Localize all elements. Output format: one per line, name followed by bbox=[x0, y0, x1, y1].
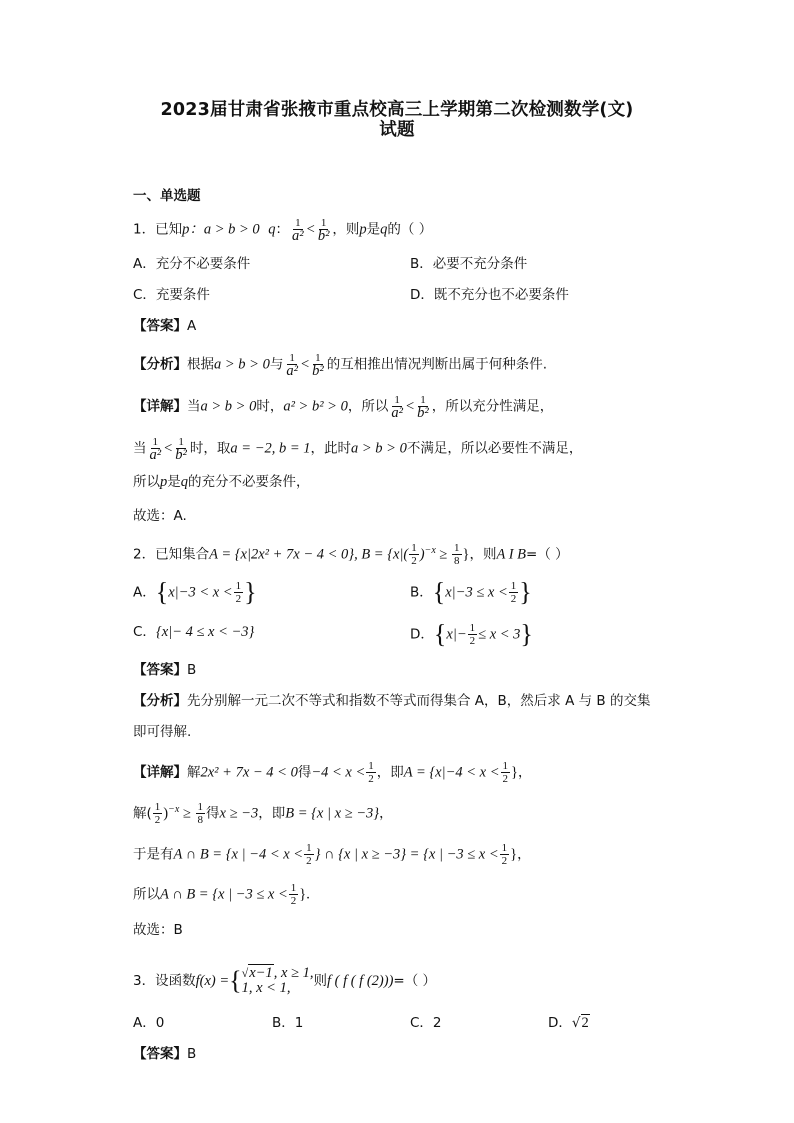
q2-stem: 2．已知集合A = {x|2x² + 7x − 4 < 0}, B = {x|( $\frac{1}{2}$ )$^{-x}$ ≥ $\frac{1}{8}$ }，则A I B=（ ） bbox=[133, 542, 569, 567]
q3-option-c: C．2 bbox=[410, 1015, 442, 1031]
q3-option-d: D．√2 bbox=[548, 1015, 589, 1031]
q1-conclusion: 故选：A. bbox=[133, 508, 187, 524]
q3-stem: 3．设函数f(x) ={ √x−1, x ≥ 1, 1, x < 1, 则f ( f ( f (2)))=（ ） bbox=[133, 965, 437, 996]
answer-value: A bbox=[187, 318, 197, 334]
q1-frac-a: $\frac{1}{\text{a²}}$ bbox=[292, 217, 304, 244]
q1-tail2: 是 bbox=[366, 221, 381, 238]
q2-option-c: C．{x|− 4 ≤ x < −3} bbox=[133, 624, 255, 640]
q2-analysis-line2: 即可得解. bbox=[133, 724, 192, 740]
q3-option-b: B．1 bbox=[272, 1015, 304, 1031]
q2-detail-line2: 解( $\frac{1}{2}$ )$^{-x}$ ≥ $\frac{1}{8}$ 得x ≥ −3，即B = {x | x ≥ −3}， bbox=[133, 801, 393, 826]
q1-option-c: C．充要条件 bbox=[133, 287, 210, 303]
q1-option-d: D．既不充分也不必要条件 bbox=[410, 287, 569, 303]
doc-title-line2: 试题 bbox=[379, 120, 415, 140]
q1-detail-line2: 当 $\frac{1}{\text{a²}}$ < $\frac{1}{\text{b²}}$ 时，取a = −2, b = 1，此时a > b > 0不满足，所以必要性不满足， bbox=[133, 436, 583, 463]
q2-analysis-line1: 【分析】先分别解一元二次不等式和指数不等式而得集合 A，B，然后求 A 与 B 的交集 bbox=[133, 693, 651, 709]
q1-q-ref: q bbox=[380, 221, 388, 238]
q1-option-b: B．必要不充分条件 bbox=[410, 256, 528, 272]
q2-option-a: A．{x|−3 < x < $\frac{1}{2}$ } bbox=[133, 577, 257, 607]
q2-option-d: D．{x|− $\frac{1}{2}$ ≤ x < 3} bbox=[410, 619, 533, 649]
q3-piecewise: √x−1, x ≥ 1, 1, x < 1, bbox=[241, 965, 314, 996]
q2-detail-line3: 于是有A ∩ B = {x | −4 < x < $\frac{1}{2}$ } ∩ {x | x ≥ −3} = {x | −3 ≤ x < $\frac{1}{2}$ }， bbox=[133, 842, 531, 867]
q2-detail-line1: 【详解】解2x² + 7x − 4 < 0得−4 < x < $\frac{1}{2}$ ，即A = {x|−4 < x < $\frac{1}{2}$ }， bbox=[133, 760, 532, 785]
q1-option-a: A．充分不必要条件 bbox=[133, 256, 251, 272]
detail-tag: 【详解】 bbox=[133, 398, 187, 415]
doc-title-line1: 2023届甘肃省张掖市重点校高三上学期第二次检测数学(文) bbox=[160, 100, 634, 120]
section-heading: 一、单选题 bbox=[133, 188, 201, 204]
q1-answer bbox=[133, 316, 196, 336]
sqrt-icon: √ bbox=[241, 966, 249, 980]
q1-p-ref: p bbox=[359, 221, 367, 238]
q3-answer: 【答案】B bbox=[133, 1046, 197, 1062]
q1-num: 1．已知 bbox=[133, 221, 183, 238]
sqrt-icon: √ bbox=[571, 1015, 581, 1031]
q1-p-expr: ：a > b > 0 bbox=[189, 221, 260, 238]
q1-detail-line3: 所以p是q的充分不必要条件， bbox=[133, 474, 310, 490]
analysis-tag: 【分析】 bbox=[133, 356, 187, 373]
q1-q: q bbox=[268, 221, 276, 238]
q2-detail-line4: 所以A ∩ B = {x | −3 ≤ x < $\frac{1}{2}$ }. bbox=[133, 882, 310, 907]
q1-lt: < bbox=[306, 221, 315, 238]
answer-tag: 【答案】 bbox=[133, 318, 187, 334]
q1-tail1: ，则 bbox=[332, 221, 360, 238]
q3-option-a: A．0 bbox=[133, 1015, 165, 1031]
q1-stem bbox=[133, 217, 432, 242]
q1-analysis: 【分析】根据a > b > 0与 $\frac{1}{\text{a²}}$ < $\frac{1}{\text{b²}}$ 的互相推出情况判断出属于何种条件. bbox=[133, 352, 548, 379]
q1-tail3: 的（ ） bbox=[387, 221, 433, 238]
q1-frac-b: $\frac{1}{\text{b²}}$ bbox=[317, 217, 330, 244]
q2-option-b: B．{x|−3 ≤ x < $\frac{1}{2}$ } bbox=[410, 577, 532, 607]
q1-detail-line1: 【详解】当a > b > 0时，a² > b² > 0，所以 $\frac{1}{\text{a²}}$ < $\frac{1}{\text{b²}}$ ，所以充分性满足， bbox=[133, 394, 554, 421]
q2-conclusion: 故选：B bbox=[133, 922, 183, 938]
q2-answer: 【答案】B bbox=[133, 662, 197, 678]
q1-colon: ： bbox=[275, 221, 290, 238]
q1-p: p bbox=[182, 221, 190, 238]
